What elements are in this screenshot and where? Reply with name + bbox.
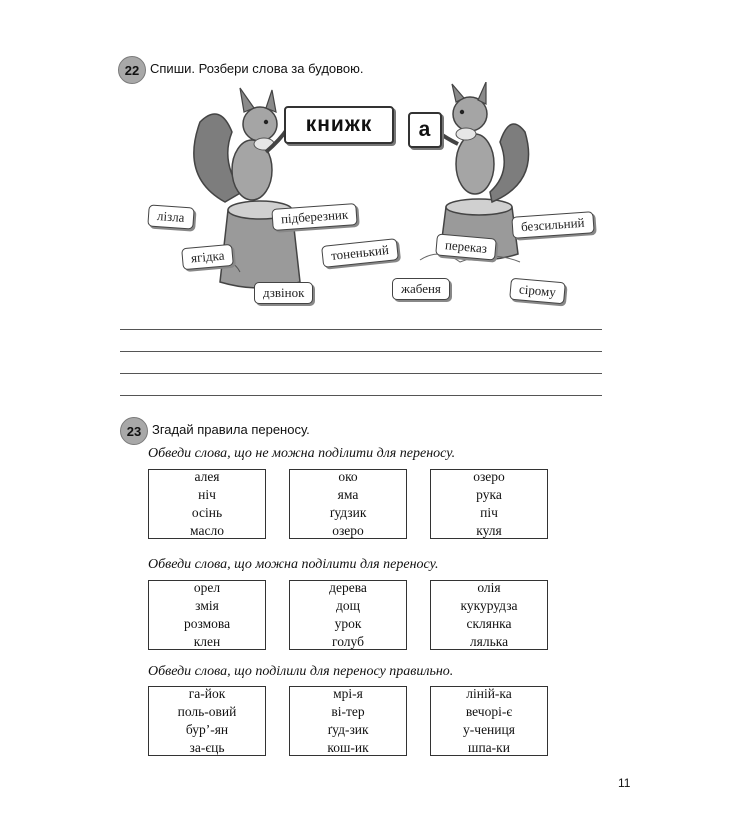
- task-22-number: 22: [124, 62, 140, 78]
- instruction-cannot-divide: Обведи слова, що не можна поділити для переносу.: [148, 446, 456, 461]
- word-ending-card: [408, 112, 442, 148]
- word-card-dzvinok: дзвінок: [254, 282, 313, 304]
- word-item[interactable]: алея: [194, 469, 220, 484]
- page-number: 11: [618, 776, 631, 790]
- word-item[interactable]: око: [338, 469, 358, 484]
- word-box: [289, 469, 407, 539]
- instruction-can-divide: Обведи слова, що можна поділити для переносу.: [148, 557, 439, 572]
- word-box: [148, 469, 266, 539]
- word-item[interactable]: ніч: [198, 487, 216, 502]
- word-item[interactable]: змія: [195, 598, 219, 613]
- word-item[interactable]: склянка: [466, 616, 512, 631]
- word-card-lizla: лізла: [147, 204, 194, 229]
- writing-line[interactable]: [120, 351, 602, 352]
- word-item[interactable]: шпа-ки: [468, 740, 510, 755]
- squirrels-illustration: [140, 82, 620, 314]
- word-item[interactable]: піч: [480, 505, 498, 520]
- word-item[interactable]: га-йок: [188, 686, 226, 701]
- word-item[interactable]: ві-тер: [331, 704, 365, 719]
- word-item[interactable]: за-єць: [189, 740, 225, 755]
- word-item[interactable]: розмова: [183, 616, 231, 631]
- task-22-title: Спиши. Розбери слова за будовою.: [150, 61, 364, 76]
- word-item[interactable]: дощ: [335, 598, 360, 613]
- word-card-bezsylnyi: безсильний: [511, 211, 594, 239]
- word-box: [148, 686, 266, 756]
- word-item[interactable]: орел: [193, 580, 221, 595]
- word-item[interactable]: бур’-ян: [185, 722, 229, 737]
- word-item[interactable]: куля: [476, 523, 502, 538]
- writing-line[interactable]: [120, 329, 602, 330]
- writing-line[interactable]: [120, 373, 602, 374]
- task-23-title: Згадай правила переносу.: [152, 422, 310, 437]
- word-card-siromu: сірому: [509, 278, 566, 305]
- word-box: [430, 580, 548, 650]
- word-item[interactable]: олія: [477, 580, 501, 595]
- word-item[interactable]: кош-ик: [327, 740, 369, 755]
- instruction-divided-correctly: Обведи слова, що поділили для переносу правильно.: [148, 664, 454, 679]
- word-item[interactable]: клен: [193, 634, 221, 649]
- word-item[interactable]: поль-овий: [177, 704, 237, 719]
- word-item[interactable]: у-чениця: [463, 722, 515, 737]
- word-card-zhabenia: жабеня: [392, 278, 450, 300]
- word-item[interactable]: яма: [337, 487, 359, 502]
- word-stem: книжк: [305, 113, 373, 136]
- word-item[interactable]: озеро: [473, 469, 505, 484]
- word-item[interactable]: озеро: [332, 523, 364, 538]
- writing-line[interactable]: [120, 395, 602, 396]
- task-23-number-badge: [120, 417, 148, 445]
- word-item[interactable]: осінь: [191, 505, 223, 520]
- task-22-number-badge: [118, 56, 146, 84]
- word-card-yahidka: ягідка: [181, 244, 234, 270]
- word-item[interactable]: лялька: [469, 634, 509, 649]
- word-box: [289, 580, 407, 650]
- word-item[interactable]: ґудзик: [329, 505, 367, 520]
- word-item[interactable]: голуб: [332, 634, 364, 649]
- word-item[interactable]: мрі-я: [333, 686, 363, 701]
- word-item[interactable]: ліній-ка: [466, 686, 512, 701]
- word-item[interactable]: масло: [190, 523, 224, 538]
- word-item[interactable]: кукурудза: [460, 598, 518, 613]
- word-card-pidbereznyk: підберезник: [271, 203, 358, 231]
- word-stem-card: [284, 106, 394, 144]
- word-item[interactable]: ґуд-зик: [327, 722, 369, 737]
- word-item[interactable]: дерева: [329, 580, 367, 595]
- word-box: [289, 686, 407, 756]
- word-ending: а: [418, 118, 432, 141]
- word-card-perekaz: переказ: [435, 233, 497, 260]
- word-item[interactable]: рука: [476, 487, 502, 502]
- word-box: [148, 580, 266, 650]
- task-23-number: 23: [126, 423, 142, 439]
- word-card-tonenkyi: тоненький: [321, 238, 399, 268]
- word-box: [430, 686, 548, 756]
- word-box: [430, 469, 548, 539]
- word-item[interactable]: вечорі-є: [465, 704, 513, 719]
- word-item[interactable]: урок: [334, 616, 362, 631]
